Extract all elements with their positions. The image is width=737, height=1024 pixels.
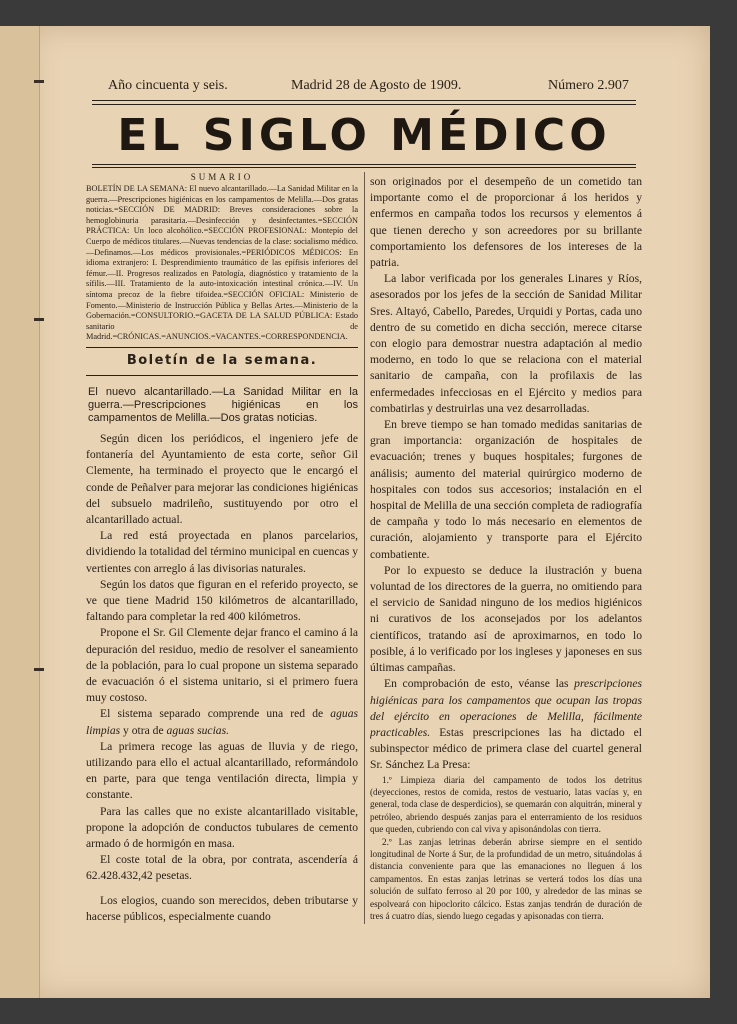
- right-column: [370, 174, 642, 922]
- masthead-rule: [92, 167, 636, 168]
- prescription-item: 1.º Limpieza diaria del campamento de todos los detritus (deyecciones, restos de comida, restos de vestuario, latas vacías y, en general, toda clase de desperdicios), se quemarán con alquitrán, mineral y petróleo, abriendo después zanjas para el enterramiento de los residuos que queden, cubriendo con cal viva y apisonándolas con tierra.: [370, 774, 642, 835]
- text-run: El sistema separado comprende una red de: [100, 707, 331, 721]
- masthead-rule: [92, 164, 636, 165]
- paragraph: Según dicen los periódicos, el ingeniero jefe de fontanería del Ayuntamiento de esta corte, señor Gil Clemente, ha terminado el proyecto que le encargó el conde de Peñalver para mejorar las condiciones higiénicas del subsuelo madrileño, sustituyendo por otro el alcantarillado actual.: [86, 431, 358, 526]
- header-rule: [92, 104, 636, 105]
- section-summary: El nuevo alcantarillado.—La Sanidad Militar en la guerra.—Prescripciones higiénicas en los campamentos de Melilla.—Dos gratas noticias.: [88, 385, 358, 424]
- masthead-title: EL SIGLO MÉDICO: [117, 110, 611, 161]
- issue-date: Madrid 28 de Agosto de 1909.: [291, 78, 462, 93]
- paragraph: La labor verificada por los generales Linares y Ríos, asesorados por los jefes de la sección de Sanidad Militar Sres. Altayó, Cabello, Paredes, Urquidi y Portas, cada uno dentro de su cometido en dicha sección, merece citarse con elogio para demostrar nuestra adaptación al medio moderno, en todo lo que se relaciona con el material sanitario de campaña, con la profilaxis de las enfermedades infecciosas en el Ejército y medios para combatirlas y destruirlas una vez desarrolladas.: [370, 272, 642, 415]
- italic-text: aguas limpias: [86, 707, 358, 737]
- paragraph: La red está proyectada en planos parcelarios, dividiendo la totalidad del término municipal en cuencas y vertientes con arreglo á las divisorias naturales.: [86, 529, 358, 575]
- prescription-item: 2.º Las zanjas letrinas deberán abrirse siempre en el sentido longitudinal de Norte á Sur, de la profundidad de un metro, situándolas á distancia conveniente para que las emanaciones no lleguen á los campamentos. En estas zanjas letrinas se verterá todos los días una solución de sulfato ferroso al 20 por 100, y alrededor de las minas se espolveará con hipoclorito cálcico. Estas zanjas tendrán de duración de tres á cuatro días, siendo luego cegadas y apisonadas con tierra.: [370, 836, 642, 921]
- left-column: [86, 172, 358, 925]
- paragraph: Según los datos que figuran en el referido proyecto, se ve que tiene Madrid 150 kilómetros de alcantarillado, faltando para completar la red 400 kilómetros.: [86, 577, 358, 624]
- sumario-text: BOLETÍN DE LA SEMANA: El nuevo alcantarillado.—La Sanidad Militar en la guerra.—Prescripciones higiénicas en los campamentos de Melilla.—Dos gratas noticias.=SECCIÓN DE MADRID: Breves consideraciones sobre la hemoglobinuria parasitaria.—Desinfección y desinfectantes.=SECCIÓN PRÁCTICA: Un loco alcohólico.=SECCIÓN PROFESIONAL: Montepío del Cuerpo de médicos titulares.—Nuevas tendencias de la clase: socialismo médico.—Definamos.—Los médicos provisionales.=PERIÓDICOS MÉDICOS: En idioma extranjero: I. Desprendimiento traumático de las epífisis inferiores del fémur.—II. Progresos realizados en Patología, diagnóstico y tratamiento de la sífilis.—III. Tratamiento de la auto-intoxicación intestinal crónica.—IV. Un síntoma precoz de la fiebre tifoidea.=SECCIÓN OFICIAL: Ministerio de Fomento.—Ministerio de Instrucción Pública y Bellas Artes.—Ministerio de la Gobernación.=CONSULTORIO.=GACETA DE LA SALUD PÚBLICA: Estado sanitario de Madrid.=CRÓNICAS.=ANUNCIOS.=VACANTES.=CORRESPONDENCIA.: [86, 184, 358, 342]
- italic-text: aguas sucias.: [166, 723, 229, 737]
- column-divider: [364, 172, 365, 924]
- sumario-title: SUMARIO: [190, 172, 254, 182]
- binding-mark: [34, 318, 44, 321]
- italic-text: prescripciones higiénicas para los campamentos que ocupan las tropas del ejército en operaciones de Melilla, fácilmente practicables.: [370, 677, 642, 739]
- text-run: Estas prescripciones las ha dictado el subinspector médico de primera clase del cuartel general Sr. Sánchez La Presa:: [370, 725, 642, 772]
- paragraph: [86, 706, 358, 738]
- paragraph: [370, 676, 642, 773]
- issue-number: Número 2.907: [548, 78, 629, 93]
- section-title: Boletín de la semana.: [126, 352, 318, 368]
- header-rule: [92, 100, 636, 101]
- binding-mark: [34, 80, 44, 83]
- paragraph: En breve tiempo se han tomado medidas sanitarias de gran importancia: organización de hospitales de evacuación; trenes y buques hospitales; furgones de análisis; aumento del material quirúrgico moderno de hospitales con todos sus accesorios; instalación en el hospital de Melilla de una sección completa de radiografía de campaña y todo lo más necesario en elementos de curación, alojamiento y transporte para el Ejército combatiente.: [370, 418, 642, 561]
- section-rule: [86, 347, 358, 348]
- previous-page-edge: [0, 26, 40, 998]
- paragraph: Para las calles que no existe alcantarillado visitable, propone la adopción de conductos tubulares de cemento armado ó de hormigón en masa.: [86, 804, 358, 850]
- binding-mark: [34, 668, 44, 671]
- text-run: En comprobación de esto, véanse las: [384, 677, 575, 691]
- text-run: y otra de: [120, 723, 167, 737]
- paragraph: Por lo expuesto se deduce la ilustración y buena voluntad de los directores de la guerra, no omitiendo para el servicio de Sanidad ninguno de los medios higiénicos ni curativos de los aconsejados por los adelantos científicos, tratando así de aproximarnos, en todo lo posible, á lo verificado por los ingleses y japoneses en sus últimas campañas.: [370, 563, 642, 675]
- paragraph: Propone el Sr. Gil Clemente dejar franco el camino á la depuración del residuo, medio de resolver el saneamiento de la población, para lo cual propone un sistema separado de evacuación ó el sistema unitario, si el primero fuera muy costoso.: [86, 626, 358, 705]
- paragraph: La primera recoge las aguas de lluvia y de riego, utilizando para ello el actual alcantarillado, reformándolo en parte, para que tenga ventilación directa, limpia y constante.: [86, 739, 358, 802]
- section-rule: [86, 375, 358, 376]
- paragraph: Los elogios, cuando son merecidos, deben tributarse y hacerse públicos, especialmente cuando: [86, 893, 358, 923]
- paragraph: El coste total de la obra, por contrata, ascendería á 62.428.432,42 pesetas.: [86, 853, 358, 883]
- paragraph: son originados por el desempeño de un cometido tan importante como el de proporcionar á los heridos y enfermos en campaña todos los recursos y elementos á que tienen derecho y son acreedores por su brillante comportamiento los defensores de los intereses de la patria.: [370, 175, 642, 270]
- issue-year: Año cincuenta y seis.: [108, 78, 228, 93]
